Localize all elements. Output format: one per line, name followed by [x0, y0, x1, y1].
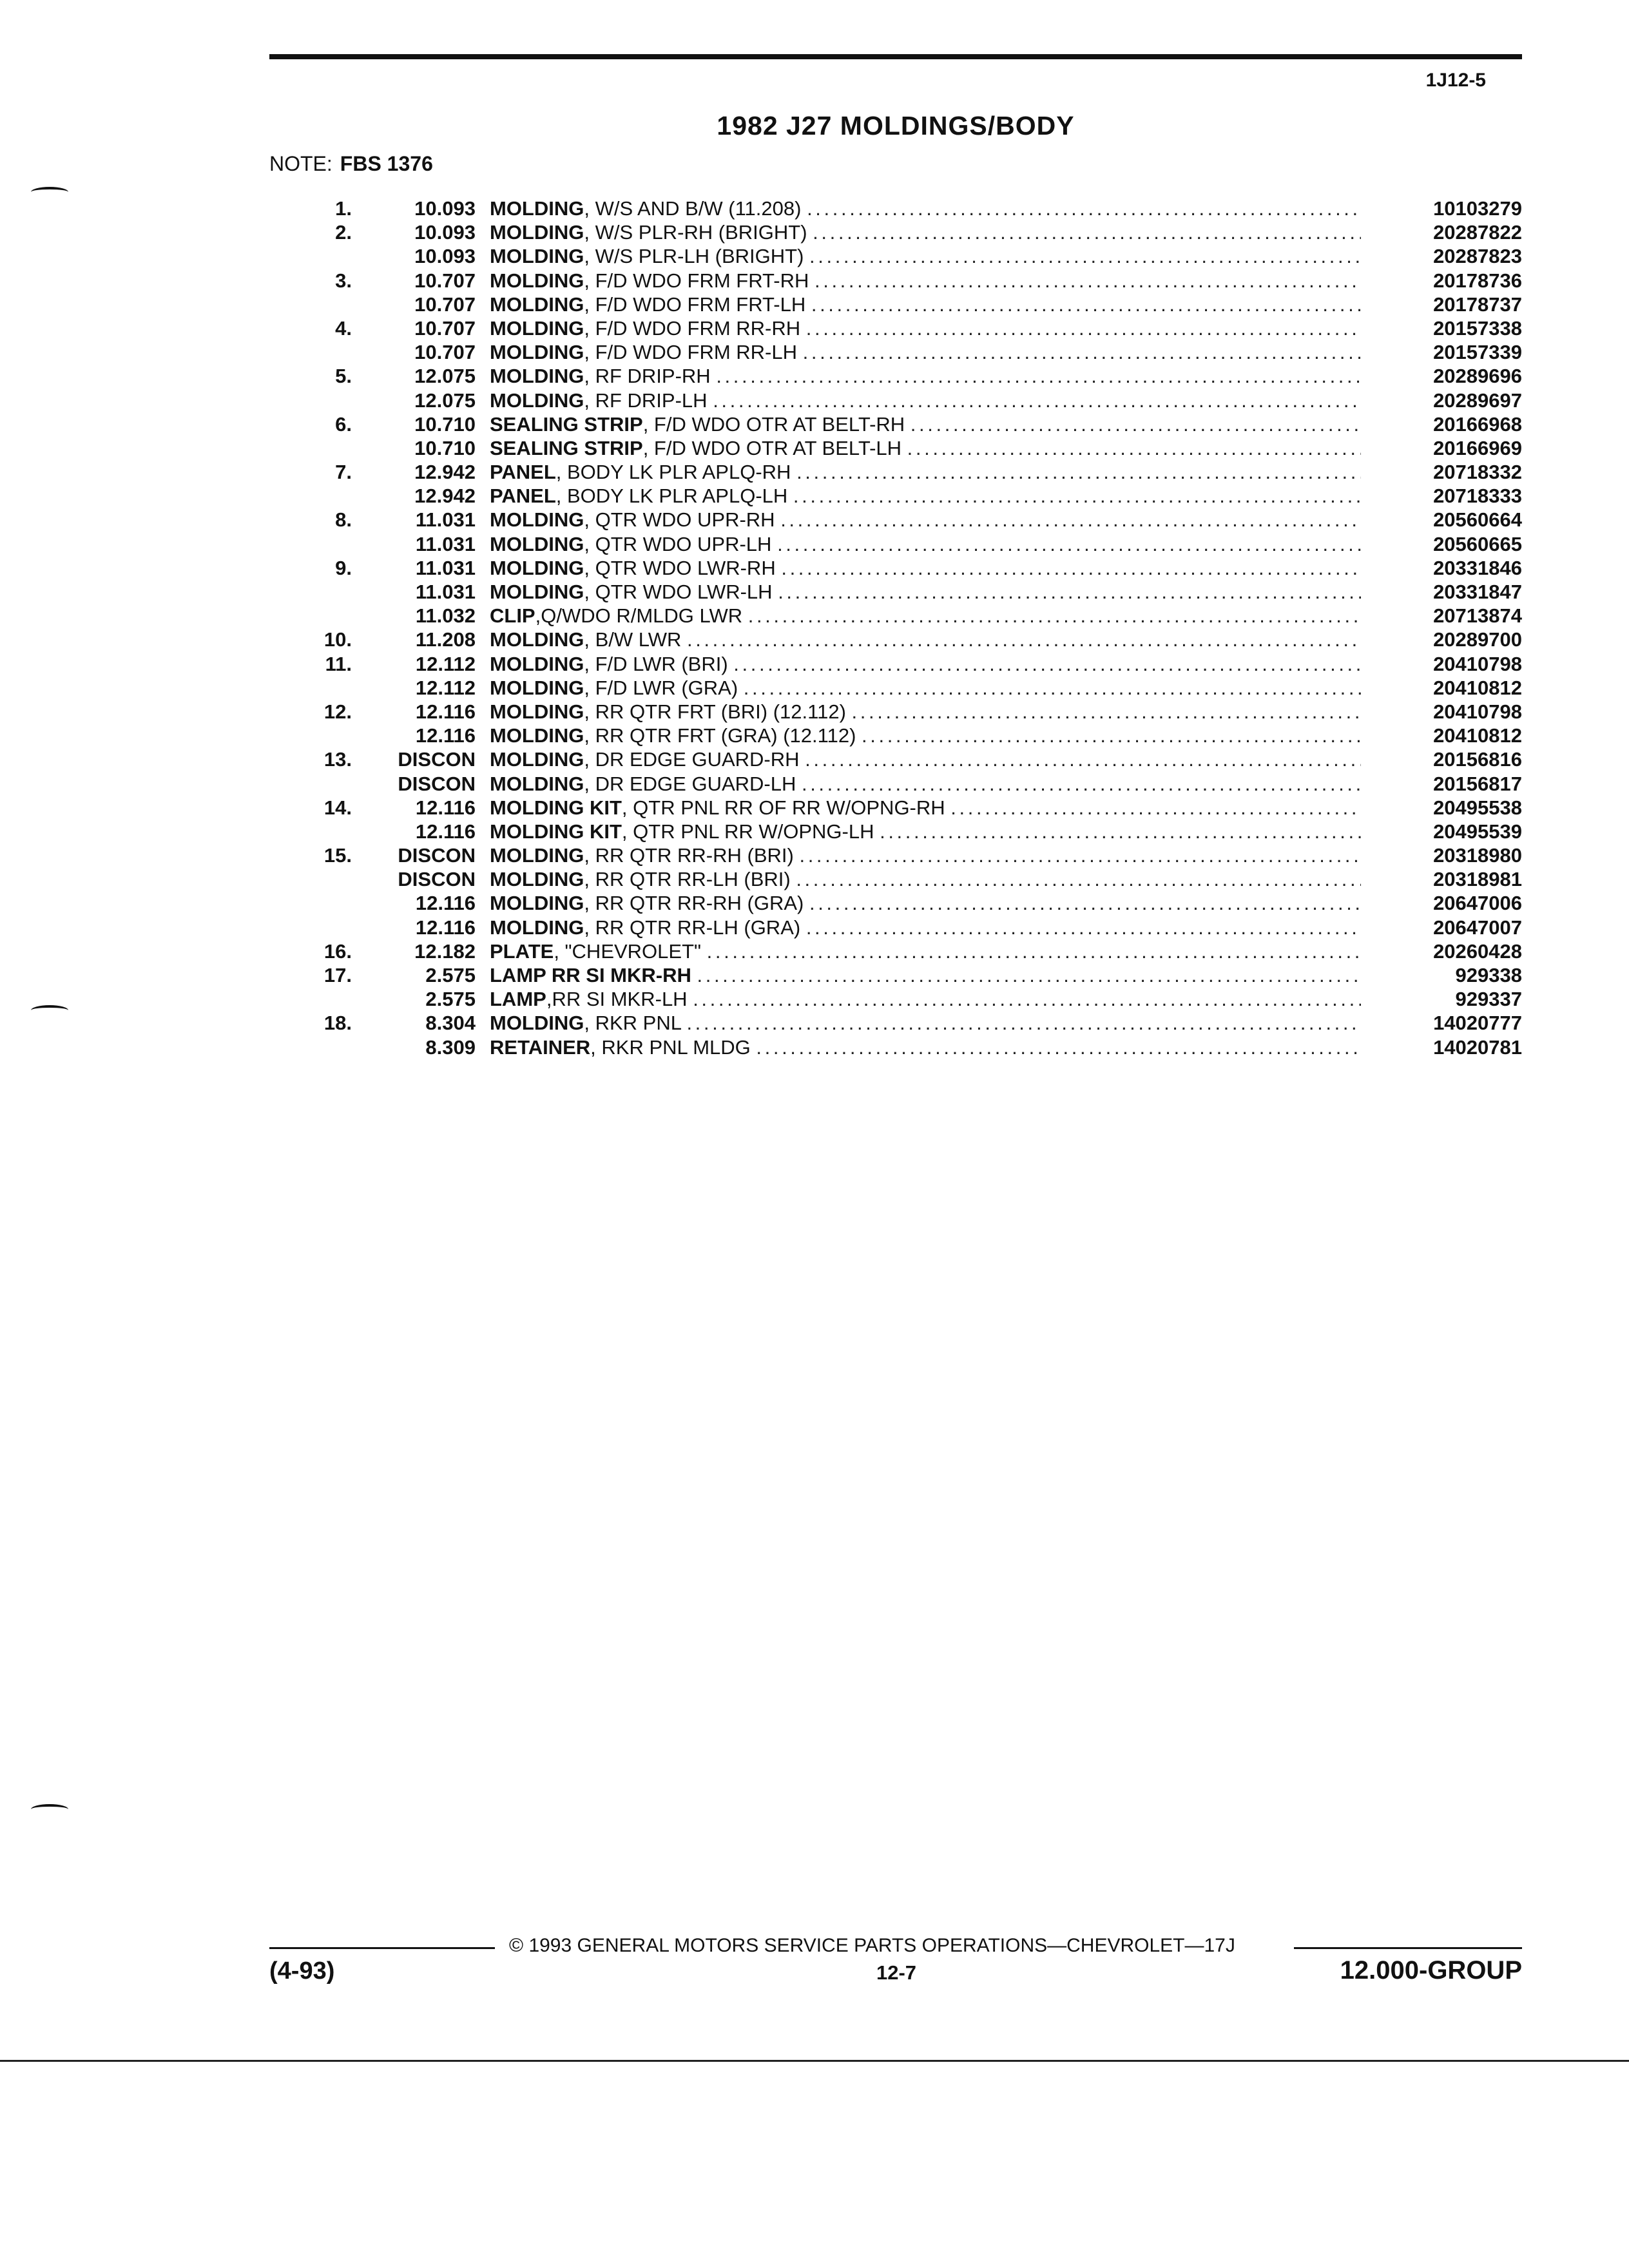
part-detail: , RR QTR RR-LH (GRA)	[584, 916, 801, 939]
part-row	[269, 436, 1522, 460]
part-row	[269, 220, 1522, 244]
part-number: 20410812	[1433, 724, 1522, 747]
part-description	[490, 436, 1361, 460]
group-number: 12.116	[415, 724, 476, 747]
part-name: MOLDING	[490, 389, 584, 412]
part-name: MOLDING	[490, 316, 584, 340]
part-description	[490, 939, 1361, 963]
part-number: 20166968	[1433, 412, 1522, 436]
part-row	[269, 747, 1522, 771]
ref-number: 9.	[335, 556, 352, 579]
part-number: 20287823	[1433, 245, 1522, 268]
part-description	[490, 269, 1361, 293]
part-description	[490, 484, 1361, 508]
part-name: MOLDING	[490, 868, 584, 891]
ref-number: 2.	[335, 221, 352, 244]
part-row	[269, 724, 1522, 747]
part-row	[269, 340, 1522, 364]
part-detail: , RF DRIP-LH	[584, 389, 708, 412]
group-number: DISCON	[398, 748, 476, 771]
ref-number: 8.	[335, 508, 352, 532]
binder-hole-mark	[31, 1804, 68, 1814]
part-row	[269, 628, 1522, 651]
top-rule	[269, 54, 1522, 59]
part-description	[490, 867, 1361, 891]
group-number: 11.032	[415, 604, 476, 628]
part-description	[490, 556, 1361, 580]
part-description	[490, 580, 1361, 604]
part-number: 20287822	[1433, 221, 1522, 244]
part-name: MOLDING	[490, 844, 584, 867]
part-detail: , B/W LWR	[584, 628, 682, 651]
part-number: 20410798	[1433, 652, 1522, 675]
part-name: MOLDING	[490, 293, 584, 316]
part-number: 20260428	[1433, 939, 1522, 963]
group-number: 12.112	[415, 676, 476, 699]
part-number: 20289700	[1433, 628, 1522, 651]
part-detail: , F/D WDO FRM RR-LH	[584, 341, 798, 364]
part-row	[269, 508, 1522, 532]
part-detail: , QTR PNL RR W/OPNG-LH	[621, 820, 874, 843]
part-detail: , QTR WDO LWR-LH	[584, 581, 773, 603]
part-name: SEALING STRIP	[490, 412, 643, 436]
part-description	[490, 460, 1361, 484]
part-name: MOLDING	[490, 916, 584, 939]
part-name: MOLDING	[490, 221, 584, 244]
group-number: 10.707	[414, 293, 476, 316]
part-detail: , F/D LWR (BRI)	[584, 652, 728, 675]
part-detail: , RF DRIP-RH	[584, 365, 711, 388]
group-number: 8.309	[425, 1035, 476, 1059]
footer-date: (4-93)	[269, 1957, 335, 1984]
part-number: 14020781	[1433, 1035, 1522, 1059]
footer-page-number: 12-7	[876, 1961, 917, 1984]
part-description	[490, 220, 1361, 244]
part-name: MOLDING	[490, 628, 584, 651]
part-row	[269, 269, 1522, 293]
part-description	[490, 293, 1361, 316]
part-number: 20157339	[1433, 341, 1522, 364]
part-row	[269, 820, 1522, 843]
part-description	[490, 676, 1361, 700]
group-number: DISCON	[398, 868, 476, 891]
part-description	[490, 747, 1361, 771]
part-name: MOLDING	[490, 700, 584, 723]
part-description	[490, 1011, 1361, 1035]
page-code: 1J12-5	[1425, 70, 1486, 91]
part-number: 20289697	[1433, 389, 1522, 412]
group-number: 12.075	[414, 365, 476, 388]
part-detail: , "CHEVROLET"	[554, 939, 702, 963]
part-row	[269, 843, 1522, 867]
part-number: 20331847	[1433, 581, 1522, 603]
group-number: 11.031	[415, 581, 476, 603]
part-name: MOLDING KIT	[490, 820, 622, 843]
part-name: MOLDING	[490, 652, 584, 675]
group-number: 2.575	[425, 988, 476, 1011]
part-row	[269, 867, 1522, 891]
part-name: LAMP	[490, 988, 546, 1011]
part-row	[269, 652, 1522, 676]
part-name: SEALING STRIP	[490, 436, 643, 459]
part-name: PANEL	[490, 461, 556, 484]
ref-number: 14.	[323, 796, 352, 819]
part-number: 20410812	[1433, 676, 1522, 699]
part-detail: , W/S AND B/W (11.208)	[584, 197, 802, 220]
part-detail: , F/D WDO FRM FRT-LH	[584, 293, 806, 316]
part-detail: , BODY LK PLR APLQ-LH	[555, 485, 788, 508]
part-detail: , F/D WDO OTR AT BELT-LH	[642, 436, 902, 459]
part-row	[269, 316, 1522, 340]
part-number: 20178736	[1433, 269, 1522, 292]
group-number: 10.707	[414, 269, 476, 292]
group-number: 10.093	[414, 221, 476, 244]
footer-rule-right	[1294, 1947, 1522, 1949]
part-detail: , DR EDGE GUARD-RH	[584, 748, 800, 771]
part-name: MOLDING KIT	[490, 796, 622, 819]
copyright: © 1993 GENERAL MOTORS SERVICE PARTS OPERATIONS—CHEVROLET—17J	[509, 1935, 1235, 1956]
ref-number: 17.	[323, 964, 352, 986]
part-detail: , F/D LWR (GRA)	[584, 676, 738, 699]
part-detail: , RKR PNL	[584, 1012, 681, 1035]
part-name: MOLDING	[490, 365, 584, 388]
part-name: RETAINER	[490, 1035, 591, 1059]
part-name: MOLDING	[490, 1012, 584, 1035]
ref-number: 18.	[323, 1012, 352, 1035]
part-number: 20495539	[1433, 820, 1522, 843]
part-name: MOLDING	[490, 245, 584, 268]
group-number: DISCON	[398, 772, 476, 795]
part-detail: , W/S PLR-LH (BRIGHT)	[584, 245, 804, 268]
ref-number: 13.	[323, 748, 352, 771]
part-name: MOLDING	[490, 341, 584, 364]
part-detail: ,RR SI MKR-LH	[546, 988, 688, 1011]
part-number: 20166969	[1433, 436, 1522, 459]
part-description	[490, 724, 1361, 747]
part-description	[490, 843, 1361, 867]
part-row	[269, 916, 1522, 939]
part-name: MOLDING	[490, 269, 584, 292]
part-name: MOLDING	[490, 892, 584, 915]
part-number: 10103279	[1433, 197, 1522, 220]
part-description	[490, 963, 1361, 987]
ref-number: 1.	[335, 197, 352, 220]
part-row	[269, 604, 1522, 628]
ref-number: 10.	[323, 628, 352, 651]
part-detail: , RR QTR RR-RH (BRI)	[584, 844, 794, 867]
part-row	[269, 1011, 1522, 1035]
part-number: 20560664	[1433, 508, 1522, 532]
part-row	[269, 963, 1522, 987]
part-name: MOLDING	[490, 508, 584, 532]
part-row	[269, 293, 1522, 316]
binder-hole-mark	[31, 187, 68, 197]
group-number: 10.710	[414, 412, 476, 436]
part-row	[269, 556, 1522, 580]
part-number: 14020777	[1433, 1012, 1522, 1035]
part-row	[269, 484, 1522, 508]
part-number: 20713874	[1433, 604, 1522, 628]
ref-number: 3.	[335, 269, 352, 292]
ref-number: 6.	[335, 412, 352, 436]
group-number: 10.093	[414, 245, 476, 268]
note-label: NOTE:	[269, 152, 333, 175]
part-name: MOLDING	[490, 724, 584, 747]
ref-number: 15.	[323, 844, 352, 867]
part-detail: , DR EDGE GUARD-LH	[584, 772, 796, 795]
part-description	[490, 628, 1361, 651]
part-detail: , RR QTR FRT (GRA) (12.112)	[584, 724, 856, 747]
part-row	[269, 939, 1522, 963]
ref-number: 5.	[335, 365, 352, 388]
part-description	[490, 316, 1361, 340]
part-row	[269, 460, 1522, 484]
part-name: MOLDING	[490, 748, 584, 771]
part-row	[269, 796, 1522, 820]
part-description	[490, 891, 1361, 915]
bottom-rule	[0, 2060, 1629, 2062]
part-description	[490, 364, 1361, 388]
part-description	[490, 652, 1361, 676]
part-name: MOLDING	[490, 556, 584, 579]
part-name: MOLDING	[490, 676, 584, 699]
part-row	[269, 1035, 1522, 1059]
part-name: MOLDING	[490, 197, 584, 220]
part-number: 929338	[1455, 964, 1522, 986]
footer-group: 12.000-GROUP	[1340, 1956, 1522, 1984]
part-detail: , QTR WDO UPR-RH	[584, 508, 775, 532]
part-number: 20318981	[1433, 868, 1522, 891]
part-description	[490, 796, 1361, 820]
part-detail: , QTR PNL RR OF RR W/OPNG-RH	[621, 796, 945, 819]
page-title: 1982 J27 MOLDINGS/BODY	[717, 111, 1075, 140]
part-number: 20647006	[1433, 892, 1522, 915]
group-number: 10.707	[414, 341, 476, 364]
group-number: 12.116	[415, 796, 476, 819]
part-row	[269, 197, 1522, 220]
part-number: 20560665	[1433, 532, 1522, 555]
part-name: MOLDING	[490, 581, 584, 603]
part-number: 20410798	[1433, 700, 1522, 723]
part-detail: , W/S PLR-RH (BRIGHT)	[584, 221, 807, 244]
group-number: 12.942	[414, 485, 476, 508]
binder-hole-mark	[31, 1005, 68, 1015]
part-description	[490, 916, 1361, 939]
parts-list	[269, 197, 1522, 1059]
group-number: 12.116	[415, 892, 476, 915]
part-detail: , RKR PNL MLDG	[590, 1035, 751, 1059]
part-detail: , RR QTR RR-LH (BRI)	[584, 868, 791, 891]
part-description	[490, 508, 1361, 532]
part-row	[269, 700, 1522, 724]
part-description	[490, 197, 1361, 220]
group-number: 10.093	[414, 197, 476, 220]
group-number: 12.942	[414, 461, 476, 484]
part-number: 20178737	[1433, 293, 1522, 316]
part-description	[490, 389, 1361, 412]
part-name: PLATE	[490, 939, 554, 963]
part-number: 20156817	[1433, 772, 1522, 795]
group-number: 10.707	[414, 316, 476, 340]
part-description	[490, 1035, 1361, 1059]
part-detail: , QTR WDO UPR-LH	[584, 532, 772, 555]
part-detail: , RR QTR RR-RH (GRA)	[584, 892, 804, 915]
part-row	[269, 244, 1522, 268]
note	[269, 152, 433, 176]
part-number: 20318980	[1433, 844, 1522, 867]
ref-number: 4.	[335, 316, 352, 340]
group-number: 2.575	[425, 964, 476, 986]
part-number: 20289696	[1433, 365, 1522, 388]
part-row	[269, 580, 1522, 604]
part-number: 20647007	[1433, 916, 1522, 939]
group-number: 11.031	[415, 556, 476, 579]
ref-number: 11.	[325, 652, 352, 675]
part-description	[490, 412, 1361, 436]
part-row	[269, 364, 1522, 388]
part-detail: , F/D WDO FRM RR-RH	[584, 316, 801, 340]
part-name: CLIP	[490, 604, 535, 628]
footer-rule-left	[269, 1947, 495, 1949]
part-name: PANEL	[490, 485, 556, 508]
part-number: 20495538	[1433, 796, 1522, 819]
part-row	[269, 891, 1522, 915]
part-description	[490, 820, 1361, 843]
part-number: 20157338	[1433, 316, 1522, 340]
part-row	[269, 389, 1522, 412]
part-detail: , F/D WDO FRM FRT-RH	[584, 269, 809, 292]
part-row	[269, 412, 1522, 436]
group-number: 11.208	[415, 628, 476, 651]
group-number: 12.182	[414, 939, 476, 963]
group-number: 10.710	[414, 436, 476, 459]
note-value: FBS 1376	[340, 152, 433, 175]
part-detail: , QTR WDO LWR-RH	[584, 556, 776, 579]
group-number: 12.116	[415, 916, 476, 939]
part-number: 20718332	[1433, 461, 1522, 484]
part-detail: ,Q/WDO R/MLDG LWR	[535, 604, 743, 628]
part-description	[490, 987, 1361, 1011]
group-number: 11.031	[415, 532, 476, 555]
group-number: 11.031	[415, 508, 476, 532]
part-number: 20156816	[1433, 748, 1522, 771]
part-number: 20718333	[1433, 485, 1522, 508]
part-number: 929337	[1455, 988, 1522, 1011]
group-number: 12.075	[414, 389, 476, 412]
group-number: 12.116	[415, 820, 476, 843]
part-detail: , BODY LK PLR APLQ-RH	[555, 461, 791, 484]
part-row	[269, 532, 1522, 556]
part-row	[269, 987, 1522, 1011]
part-name: MOLDING	[490, 772, 584, 795]
part-description	[490, 700, 1361, 724]
group-number: DISCON	[398, 844, 476, 867]
ref-number: 7.	[335, 461, 352, 484]
part-description	[490, 532, 1361, 556]
part-name: MOLDING	[490, 532, 584, 555]
group-number: 12.112	[415, 652, 476, 675]
part-name: LAMP RR SI MKR-RH	[490, 964, 691, 986]
part-detail: , RR QTR FRT (BRI) (12.112)	[584, 700, 846, 723]
ref-number: 12.	[323, 700, 352, 723]
part-number: 20331846	[1433, 556, 1522, 579]
part-detail: , F/D WDO OTR AT BELT-RH	[642, 412, 905, 436]
ref-number: 16.	[323, 939, 352, 963]
part-description	[490, 244, 1361, 268]
part-description	[490, 604, 1361, 628]
group-number: 8.304	[425, 1012, 476, 1035]
part-description	[490, 340, 1361, 364]
part-row	[269, 676, 1522, 700]
group-number: 12.116	[415, 700, 476, 723]
part-row	[269, 772, 1522, 796]
part-description	[490, 772, 1361, 796]
